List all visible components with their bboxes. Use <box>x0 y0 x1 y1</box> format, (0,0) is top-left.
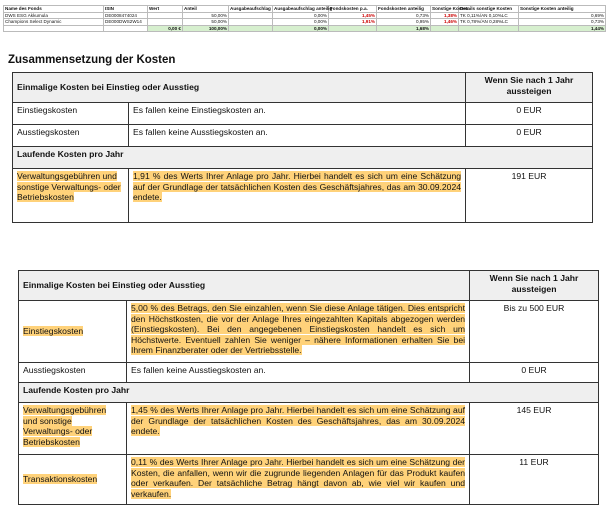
sheet-header-cell: Wert <box>148 6 183 13</box>
sheet-cell <box>229 19 273 26</box>
sheet-header-cell: Anteil <box>183 6 229 13</box>
cost-value: 0 EUR <box>470 363 599 383</box>
cost-row <box>19 403 599 455</box>
cost-description-cell <box>127 403 470 455</box>
sheet-cell: 1,91% <box>329 19 377 26</box>
cost-description-cell <box>129 169 466 223</box>
cost-label: Verwaltungsgebühren und sonstige Verwaltungs- oder Betriebskosten <box>17 171 121 203</box>
cost-row <box>19 455 599 505</box>
cost-description: Es fallen keine Einstiegskosten an. <box>129 103 466 125</box>
cost-row <box>13 169 593 223</box>
cost-description: Es fallen keine Ausstiegskosten an. <box>129 125 466 147</box>
cost-label: Transaktionskosten <box>23 474 98 485</box>
section-title: Zusammensetzung der Kosten <box>8 54 176 66</box>
sheet-cell <box>148 12 183 19</box>
sheet-total-cell: 0,00 € <box>148 25 183 32</box>
sheet-cell: 1,45% <box>329 12 377 19</box>
sheet-total-cell <box>459 25 519 32</box>
cost-table-header <box>13 73 593 103</box>
sheet-total-cell: 1,44% <box>519 25 606 32</box>
sheet-cell <box>148 19 183 26</box>
cost-table-2 <box>18 270 599 505</box>
cost-row <box>13 103 593 125</box>
sheet-total-cell <box>4 25 104 32</box>
sheet-cell: DE0008474024 <box>104 12 148 19</box>
sheet-cell <box>229 12 273 19</box>
sheet-cell: 0,73% <box>519 19 606 26</box>
header-exit-after-1-year: Wenn Sie nach 1 Jahr aussteigen <box>466 73 593 103</box>
sheet-cell: 50,00% <box>183 12 229 19</box>
sheet-cell: DWS ESG Akkumula <box>4 12 104 19</box>
cost-description: Es fallen keine Ausstiegskosten an. <box>127 363 470 383</box>
spreadsheet-row <box>4 19 606 26</box>
sheet-header-cell: Sonstige Kosten <box>432 6 469 11</box>
cost-label: Verwaltungsgebühren und sonstige Verwaltungs- oder Betriebskosten <box>23 405 107 447</box>
sheet-total-cell: 0,00% <box>273 25 329 32</box>
spreadsheet-totals-row <box>4 25 606 32</box>
sheet-cell: 0,00% <box>273 19 329 26</box>
sheet-cell: TK 0,11%/AN 0,10%LC <box>459 12 519 19</box>
cost-value: Bis zu 500 EUR <box>470 301 599 363</box>
cost-row <box>13 125 593 147</box>
sheet-total-cell <box>329 25 377 32</box>
cost-label-cell <box>19 301 127 363</box>
cost-description: 1,91 % des Werts Ihrer Anlage pro Jahr. Hierbei handelt es sich um eine Schätzung auf der Grundlage der tatsächlichen Kosten des Geschäftsjahres, das am 30.09.2024 endete. <box>133 171 462 203</box>
cost-value: 0 EUR <box>466 125 593 147</box>
cost-description: 5,00 % des Betrags, den Sie einzahlen, wenn Sie diese Anlage tätigen. Dies entspricht den Höchstkosten, die vor der Anlage Ihres eingezahlten Kapitals abgezogen werden (Einstiegskosten). Bei den angegebenen Einstiegskosten handelt es sich um Höchstwerte. Eventuell zahlen Sie weniger – nähere Informationen erhalten Sie bei Ihrem Finanzberater oder der Vertriebsstelle. <box>131 303 466 356</box>
sheet-cell: 0,69% <box>519 12 606 19</box>
sheet-header-cell: Fondskosten anteilig <box>377 6 431 13</box>
sheet-total-cell: 1,68% <box>377 25 431 32</box>
running-costs-heading: Laufende Kosten pro Jahr <box>13 147 593 169</box>
sheet-cell: Champions Select Dynamic <box>4 19 104 26</box>
sheet-cell: 0,00% <box>273 12 329 19</box>
cost-label: Ausstiegskosten <box>13 125 129 147</box>
sheet-total-cell: 100,00% <box>183 25 229 32</box>
sheet-cell: TK 0,78%/AN 0,28%LC <box>459 19 519 26</box>
spreadsheet-row <box>4 12 606 19</box>
cost-value: 145 EUR <box>470 403 599 455</box>
cost-row <box>19 301 599 363</box>
cost-label: Ausstiegskosten <box>19 363 127 383</box>
sheet-total-cell <box>431 25 459 32</box>
sheet-cell: DE000DWS2W14 <box>104 19 148 26</box>
sheet-total-cell <box>229 25 273 32</box>
cost-label-cell <box>19 403 127 455</box>
fund-spreadsheet <box>3 5 606 32</box>
cost-description-cell <box>127 455 470 505</box>
cost-value: 0 EUR <box>466 103 593 125</box>
cost-description-cell <box>127 301 470 363</box>
header-one-time-costs: Einmalige Kosten bei Einstieg oder Ausstieg <box>19 271 470 301</box>
spreadsheet-header-row <box>4 6 606 13</box>
cost-label-cell <box>13 169 129 223</box>
cost-label-cell <box>19 455 127 505</box>
cost-value: 191 EUR <box>466 169 593 223</box>
header-exit-after-1-year: Wenn Sie nach 1 Jahr aussteigen <box>470 271 599 301</box>
sheet-cell: 0,95% <box>377 19 431 26</box>
header-one-time-costs: Einmalige Kosten bei Einstieg oder Ausstieg <box>13 73 466 103</box>
running-costs-heading: Laufende Kosten pro Jahr <box>19 383 599 403</box>
cost-value: 11 EUR <box>470 455 599 505</box>
sheet-header-cell: Details sonstige Kosten <box>459 6 519 13</box>
cost-table-header <box>19 271 599 301</box>
cost-description: 0,11 % des Werts Ihrer Anlage pro Jahr. Hierbei handelt es sich um eine Schätzung der Kosten, die anfallen, wenn wir die zugrunde liegenden Anlagen für das Produkt kaufen oder verkaufen. Der tatsächliche Betrag hängt davon ab, wie viel wir kaufen und verkaufen. <box>131 457 466 499</box>
cost-table-1 <box>12 72 593 223</box>
sheet-cell: 0,73% <box>377 12 431 19</box>
running-costs-header-row <box>13 147 593 169</box>
sheet-cell: 1,38% <box>431 12 459 19</box>
sheet-cell: 50,00% <box>183 19 229 26</box>
running-costs-header-row <box>19 383 599 403</box>
sheet-header-cell: Ausgabeaufschlag <box>230 6 271 11</box>
sheet-header-cell: Fondskosten p.a. <box>329 6 377 13</box>
sheet-header-cell: Name des Fonds <box>4 6 104 13</box>
sheet-header-cell: ISIN <box>104 6 148 13</box>
sheet-cell: 1,46% <box>431 19 459 26</box>
cost-label: Einstiegskosten <box>23 326 84 337</box>
cost-row <box>19 363 599 383</box>
cost-label: Einstiegskosten <box>13 103 129 125</box>
cost-description: 1,45 % des Werts Ihrer Anlage pro Jahr. Hierbei handelt es sich um eine Schätzung auf der Grundlage der tatsächlichen Kosten des Geschäftsjahres, das am 30.09.2024 endete. <box>131 405 466 437</box>
sheet-header-cell: Ausgabeaufschlag anteilig <box>274 6 333 11</box>
sheet-header-cell: Sonstige Kosten anteilig <box>519 6 606 13</box>
sheet-total-cell <box>104 25 148 32</box>
